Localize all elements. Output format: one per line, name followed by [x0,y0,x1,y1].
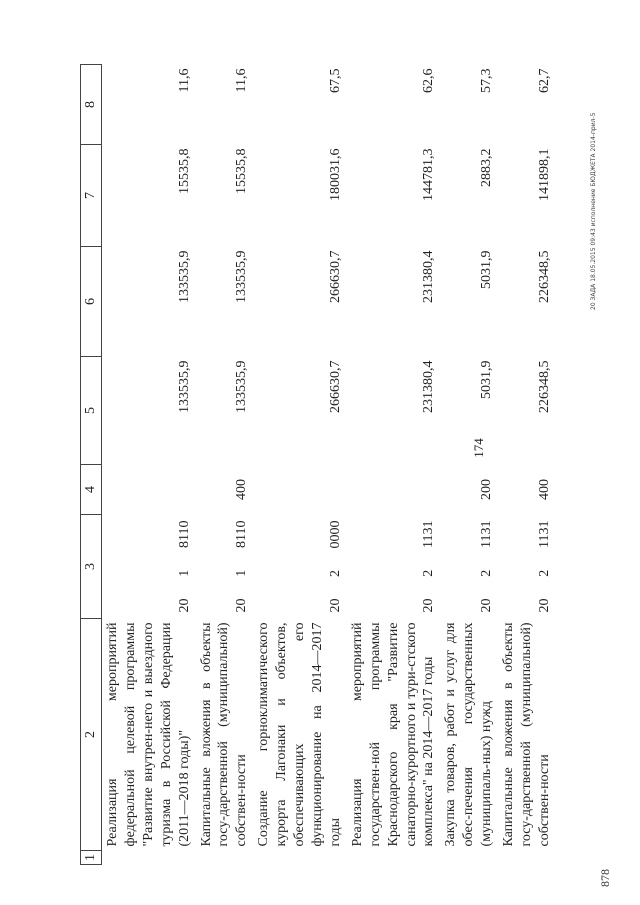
code-subsection: 2 [479,569,495,577]
value-col8: 57,3 [479,68,495,93]
table-row [196,65,254,865]
budget-table [80,64,556,865]
classification-code [440,515,498,619]
value-col8: 62,7 [536,68,552,93]
column-header: 5 [81,357,102,465]
empty-cell [102,851,196,865]
column-header: 6 [81,247,102,357]
value-col8: 67,5 [327,68,343,93]
code-section: 20 [327,598,343,613]
value-col5: 226348,5 [536,360,552,413]
value-col8: 62,6 [421,68,437,93]
column-header: 7 [81,145,102,247]
empty-cell [196,851,254,865]
code-target: 8110 [234,520,250,548]
code-target: 1131 [536,520,552,548]
value-col6: 231380,4 [421,250,437,303]
value-col7: 141898,1 [536,148,552,201]
value-col6: 266630,7 [327,250,343,303]
page-number: 174 [471,438,486,458]
table-row [347,65,441,865]
code-subsection: 1 [176,569,192,577]
expense-type [253,465,347,515]
code-section: 20 [176,598,192,613]
code-section: 20 [421,598,437,613]
value-col7: 180031,6 [327,148,343,201]
rotated-table-container [80,65,560,865]
expense-type [102,465,196,515]
code-subsection: 2 [536,569,552,577]
column-header: 4 [81,465,102,515]
value-col5: 5031,9 [479,360,495,399]
column-header: 2 [81,619,102,851]
value-col7: 2883,2 [479,148,495,187]
code-subsection: 1 [234,569,250,577]
table-row [102,65,196,865]
item-name: Капитальные вложения в объекты госу-дарственной (муниципальной) собствен-ности [501,622,552,847]
code-section: 20 [234,598,250,613]
classification-code [253,515,347,619]
value-col8: 11,6 [176,68,192,93]
classification-code [347,515,441,619]
value-col8: 11,6 [234,68,250,93]
sheet-number: 878 [598,869,612,887]
table-row [498,65,556,865]
value-col5: 133535,9 [234,360,250,413]
value-col6: 133535,9 [234,250,250,303]
item-name: Закупка товаров, работ и услуг для обес-печения государственных (муниципаль-ных) нужд [443,622,495,847]
empty-cell [440,851,498,865]
expense-type [347,465,441,515]
table-row [253,65,347,865]
value-col6: 133535,9 [176,250,192,303]
value-col5: 266630,7 [327,360,343,413]
code-target: 8110 [176,520,192,548]
code-target: 0000 [327,520,343,549]
classification-code [498,515,556,619]
code-target: 1131 [479,520,495,548]
column-header: 3 [81,515,102,619]
item-name: Реализация мероприятий федеральной целевой программы "Развитие внутрен-него и выездного туризма в Российской Федерации (2011—2018 годы)" [105,622,192,847]
item-name: Капитальные вложения в объекты госу-дарственной (муниципальной) собствен-ности [198,622,250,847]
value-col7: 15535,8 [234,148,250,194]
value-col6: 226348,5 [536,250,552,303]
expense-type: 400 [536,479,552,500]
classification-code [102,515,196,619]
footer-stamp: 20 ЗАДА 18.05.2015 09:43 исполнение БЮДЖЕТА 2014-прил-5 [590,112,597,310]
column-header: 1 [81,851,102,865]
code-subsection: 2 [421,569,437,577]
empty-cell [498,851,556,865]
code-section: 20 [536,598,552,613]
value-col5: 231380,4 [421,360,437,413]
value-col6: 5031,9 [479,250,495,289]
code-target: 1131 [421,520,437,548]
expense-type: 200 [479,479,495,500]
expense-type: 400 [234,479,250,500]
empty-cell [253,851,347,865]
code-section: 20 [479,598,495,613]
code-subsection: 2 [327,570,343,577]
value-col7: 15535,8 [176,148,192,194]
classification-code [196,515,254,619]
table-row [440,65,498,865]
header-row [81,65,102,865]
empty-cell [347,851,441,865]
column-header: 8 [81,65,102,145]
item-name: Создание горноклиматического курорта Лагонаки и объектов, обеспечивающих его функционирование на 2014—2017 годы [256,622,343,847]
value-col7: 144781,3 [421,148,437,201]
item-name: Реализация мероприятий государствен-ной программы Краснодарского края "Развитие санаторно-курортного и тури-стского комплекса" на 2014—2017 годы [349,622,437,847]
value-col5: 133535,9 [176,360,192,413]
